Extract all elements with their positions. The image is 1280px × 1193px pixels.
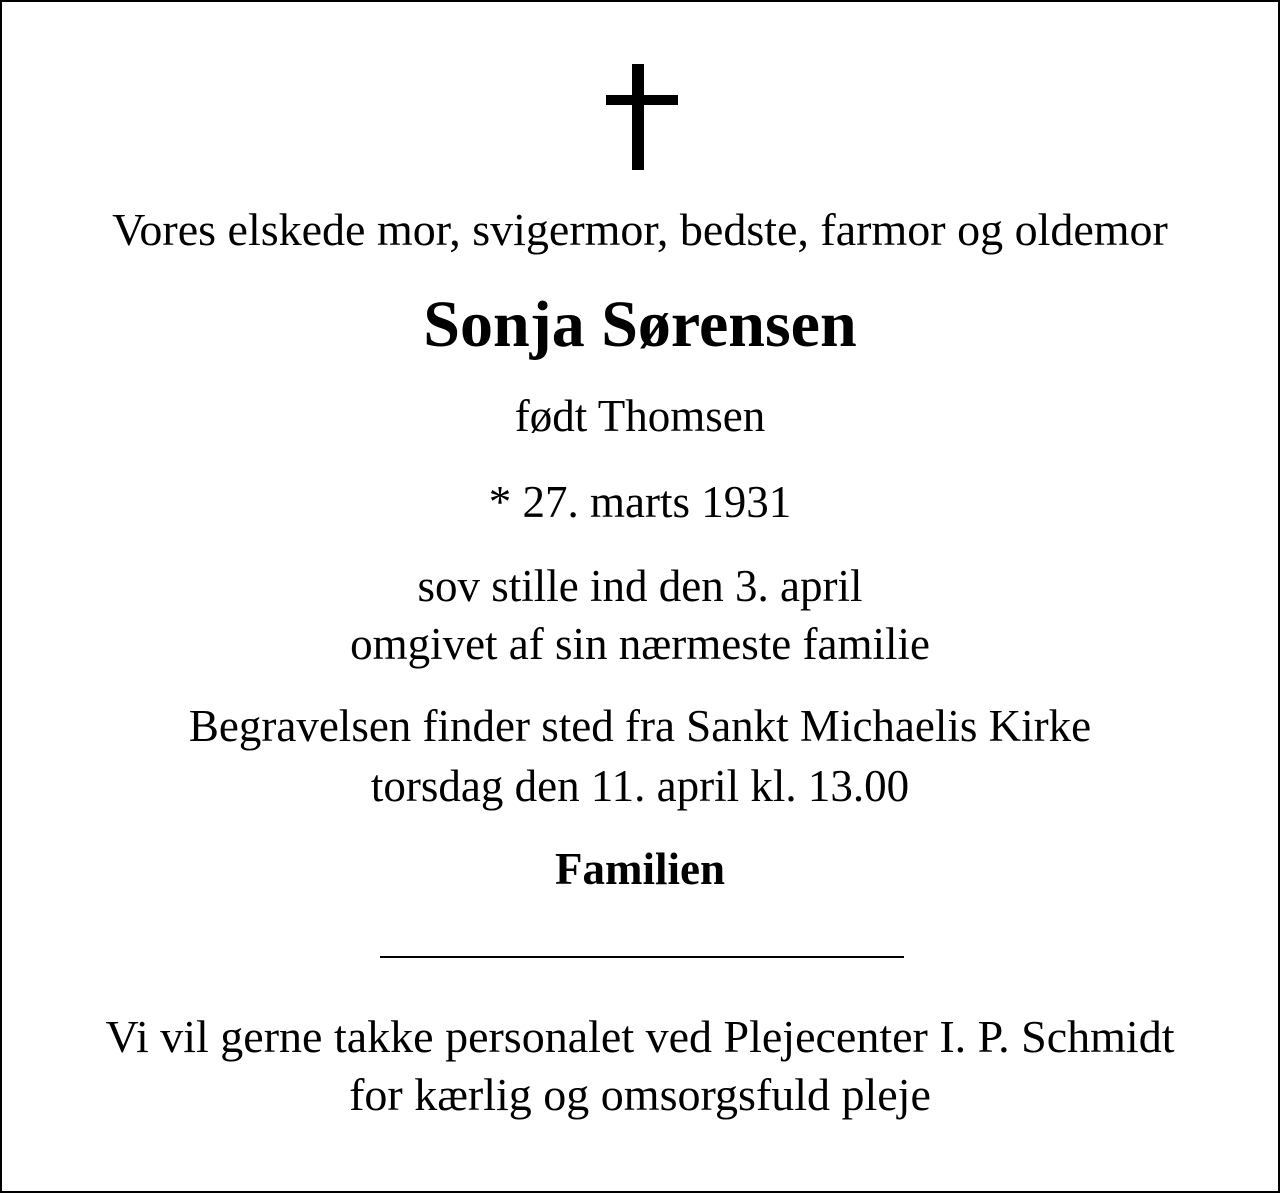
signature: Familien [555,844,725,894]
cross-icon [2,2,1280,182]
thanks-line-1: Vi vil gerne takke personalet ved Plejecenter I. P. Schmidt [105,1011,1175,1062]
funeral-line-2: torsdag den 11. april kl. 13.00 [370,761,910,811]
deceased-name: Sonja Sørensen [423,288,857,361]
funeral-line-1: Begravelsen finder sted fra Sankt Michaelis Kirke [188,701,1092,751]
divider [380,956,904,958]
thanks-line-2: for kærlig og omsorgsfuld pleje [349,1069,931,1120]
passing-line-2: omgivet af sin nærmeste familie [350,619,930,669]
birth-date: * 27. marts 1931 [488,477,792,527]
intro-text: Vores elskede mor, svigermor, bedste, farmor og oldemor [112,204,1168,255]
passing-line-1: sov stille ind den 3. april [417,561,863,611]
maiden-name: født Thomsen [514,391,766,441]
